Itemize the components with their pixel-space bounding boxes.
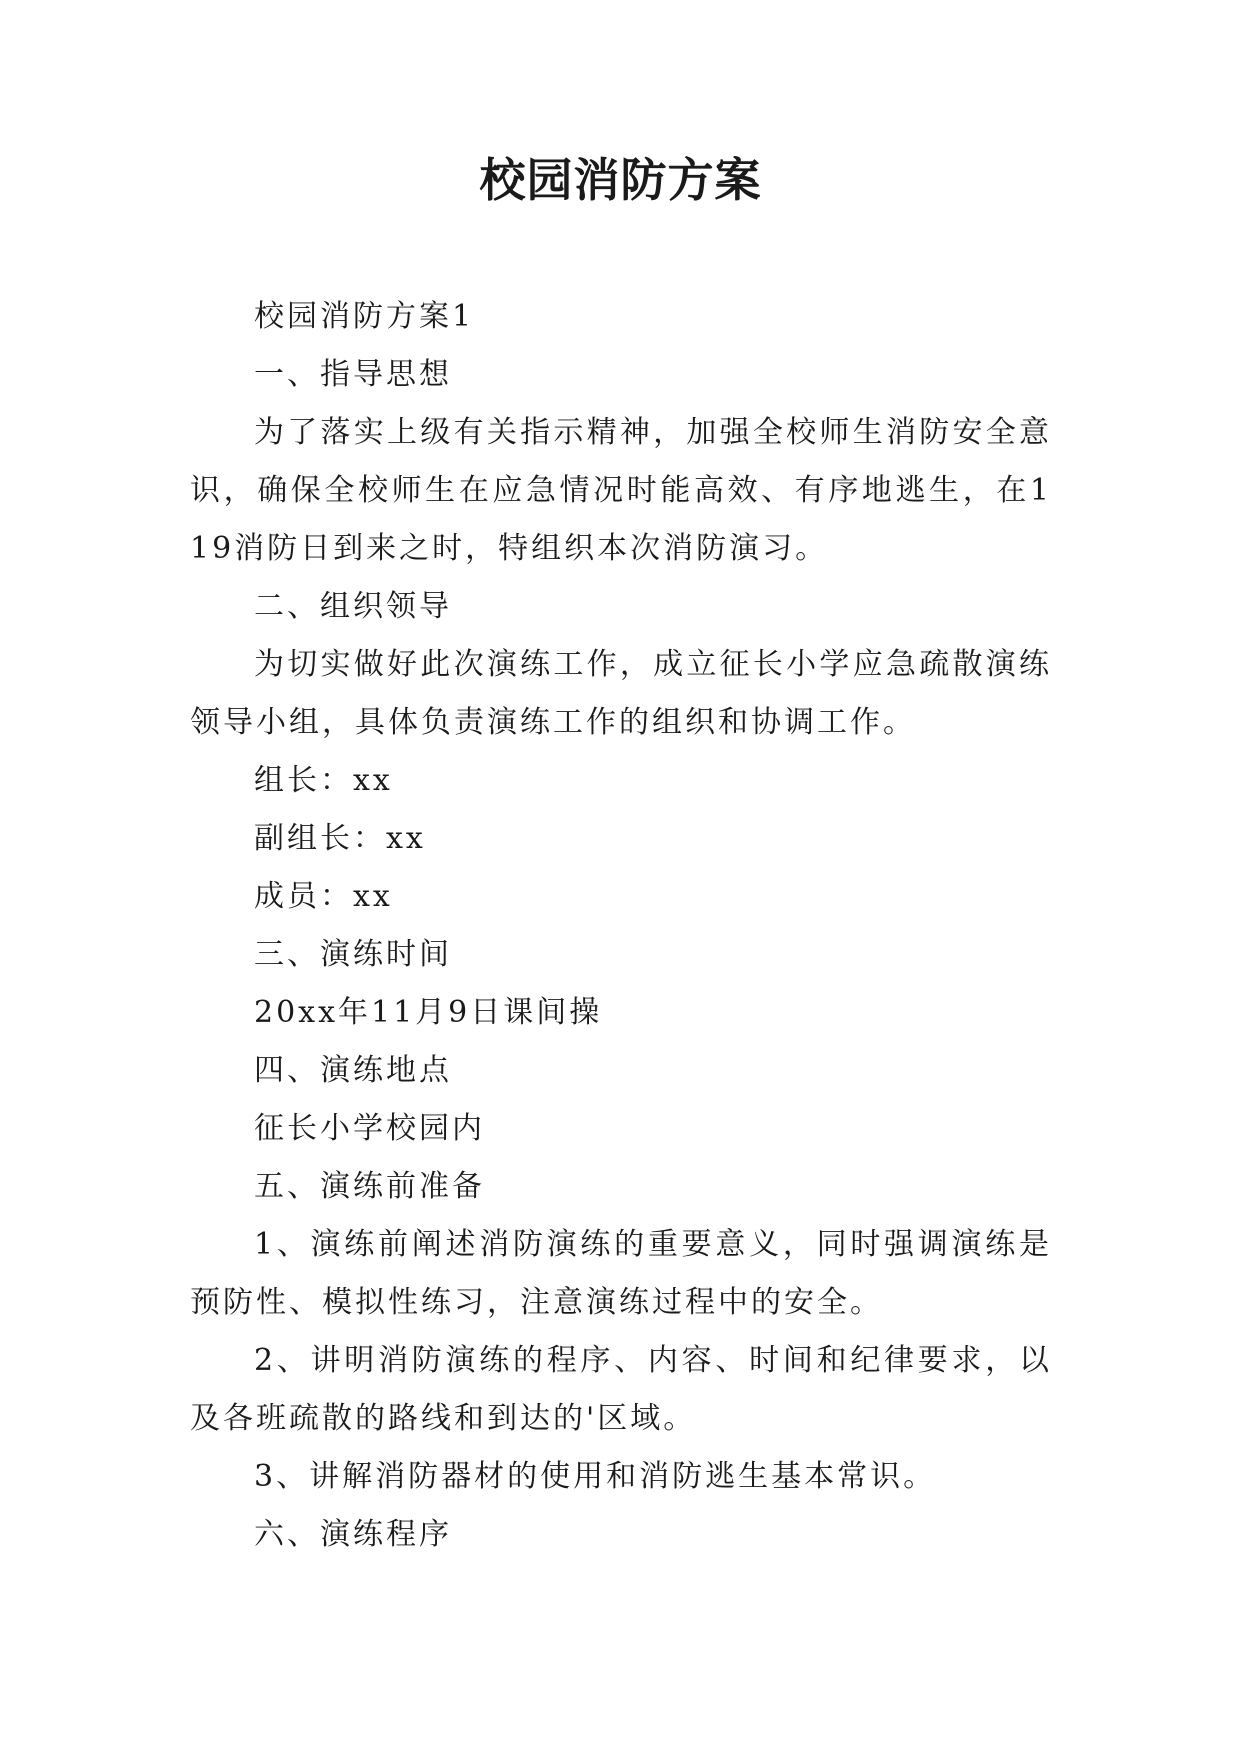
paragraph-guiding-ideology: 为了落实上级有关指示精神，加强全校师生消防安全意识，确保全校师生在应急情况时能高效、有序地逃生，在119消防日到来之时，特组织本次消防演习。 (190, 415, 1052, 566)
section-heading-drill-location: 四、演练地点 (254, 1053, 452, 1088)
deputy-leader-line: 副组长：xx (254, 821, 426, 856)
preparation-item-1: 1、演练前阐述消防演练的重要意义，同时强调演练是预防性、模拟性练习，注意演练过程中的安全。 (190, 1227, 1052, 1320)
drill-location-line: 征长小学校园内 (254, 1111, 485, 1146)
group-leader-line: 组长：xx (254, 763, 393, 798)
paragraph-organization: 为切实做好此次演练工作，成立征长小学应急疏散演练领导小组，具体负责演练工作的组织和协调工作。 (190, 647, 1052, 740)
section-heading-guiding-ideology: 一、指导思想 (254, 357, 452, 392)
drill-time-line: 20xx年11月9日课间操 (254, 995, 603, 1030)
section-heading-organization: 二、组织领导 (254, 589, 452, 624)
section-heading-drill-time: 三、演练时间 (254, 937, 452, 972)
members-line: 成员：xx (254, 879, 393, 914)
document-title: 校园消防方案 (479, 153, 762, 207)
preparation-item-3: 3、讲解消防器材的使用和消防逃生基本常识。 (254, 1459, 937, 1494)
document-body (190, 288, 1052, 1564)
section-heading-preparation: 五、演练前准备 (254, 1169, 485, 1204)
section-heading-drill-procedure: 六、演练程序 (254, 1517, 452, 1552)
preparation-item-2: 2、讲明消防演练的程序、内容、时间和纪律要求，以及各班疏散的路线和到达的'区域。 (190, 1343, 1052, 1436)
subtitle: 校园消防方案1 (254, 299, 475, 334)
